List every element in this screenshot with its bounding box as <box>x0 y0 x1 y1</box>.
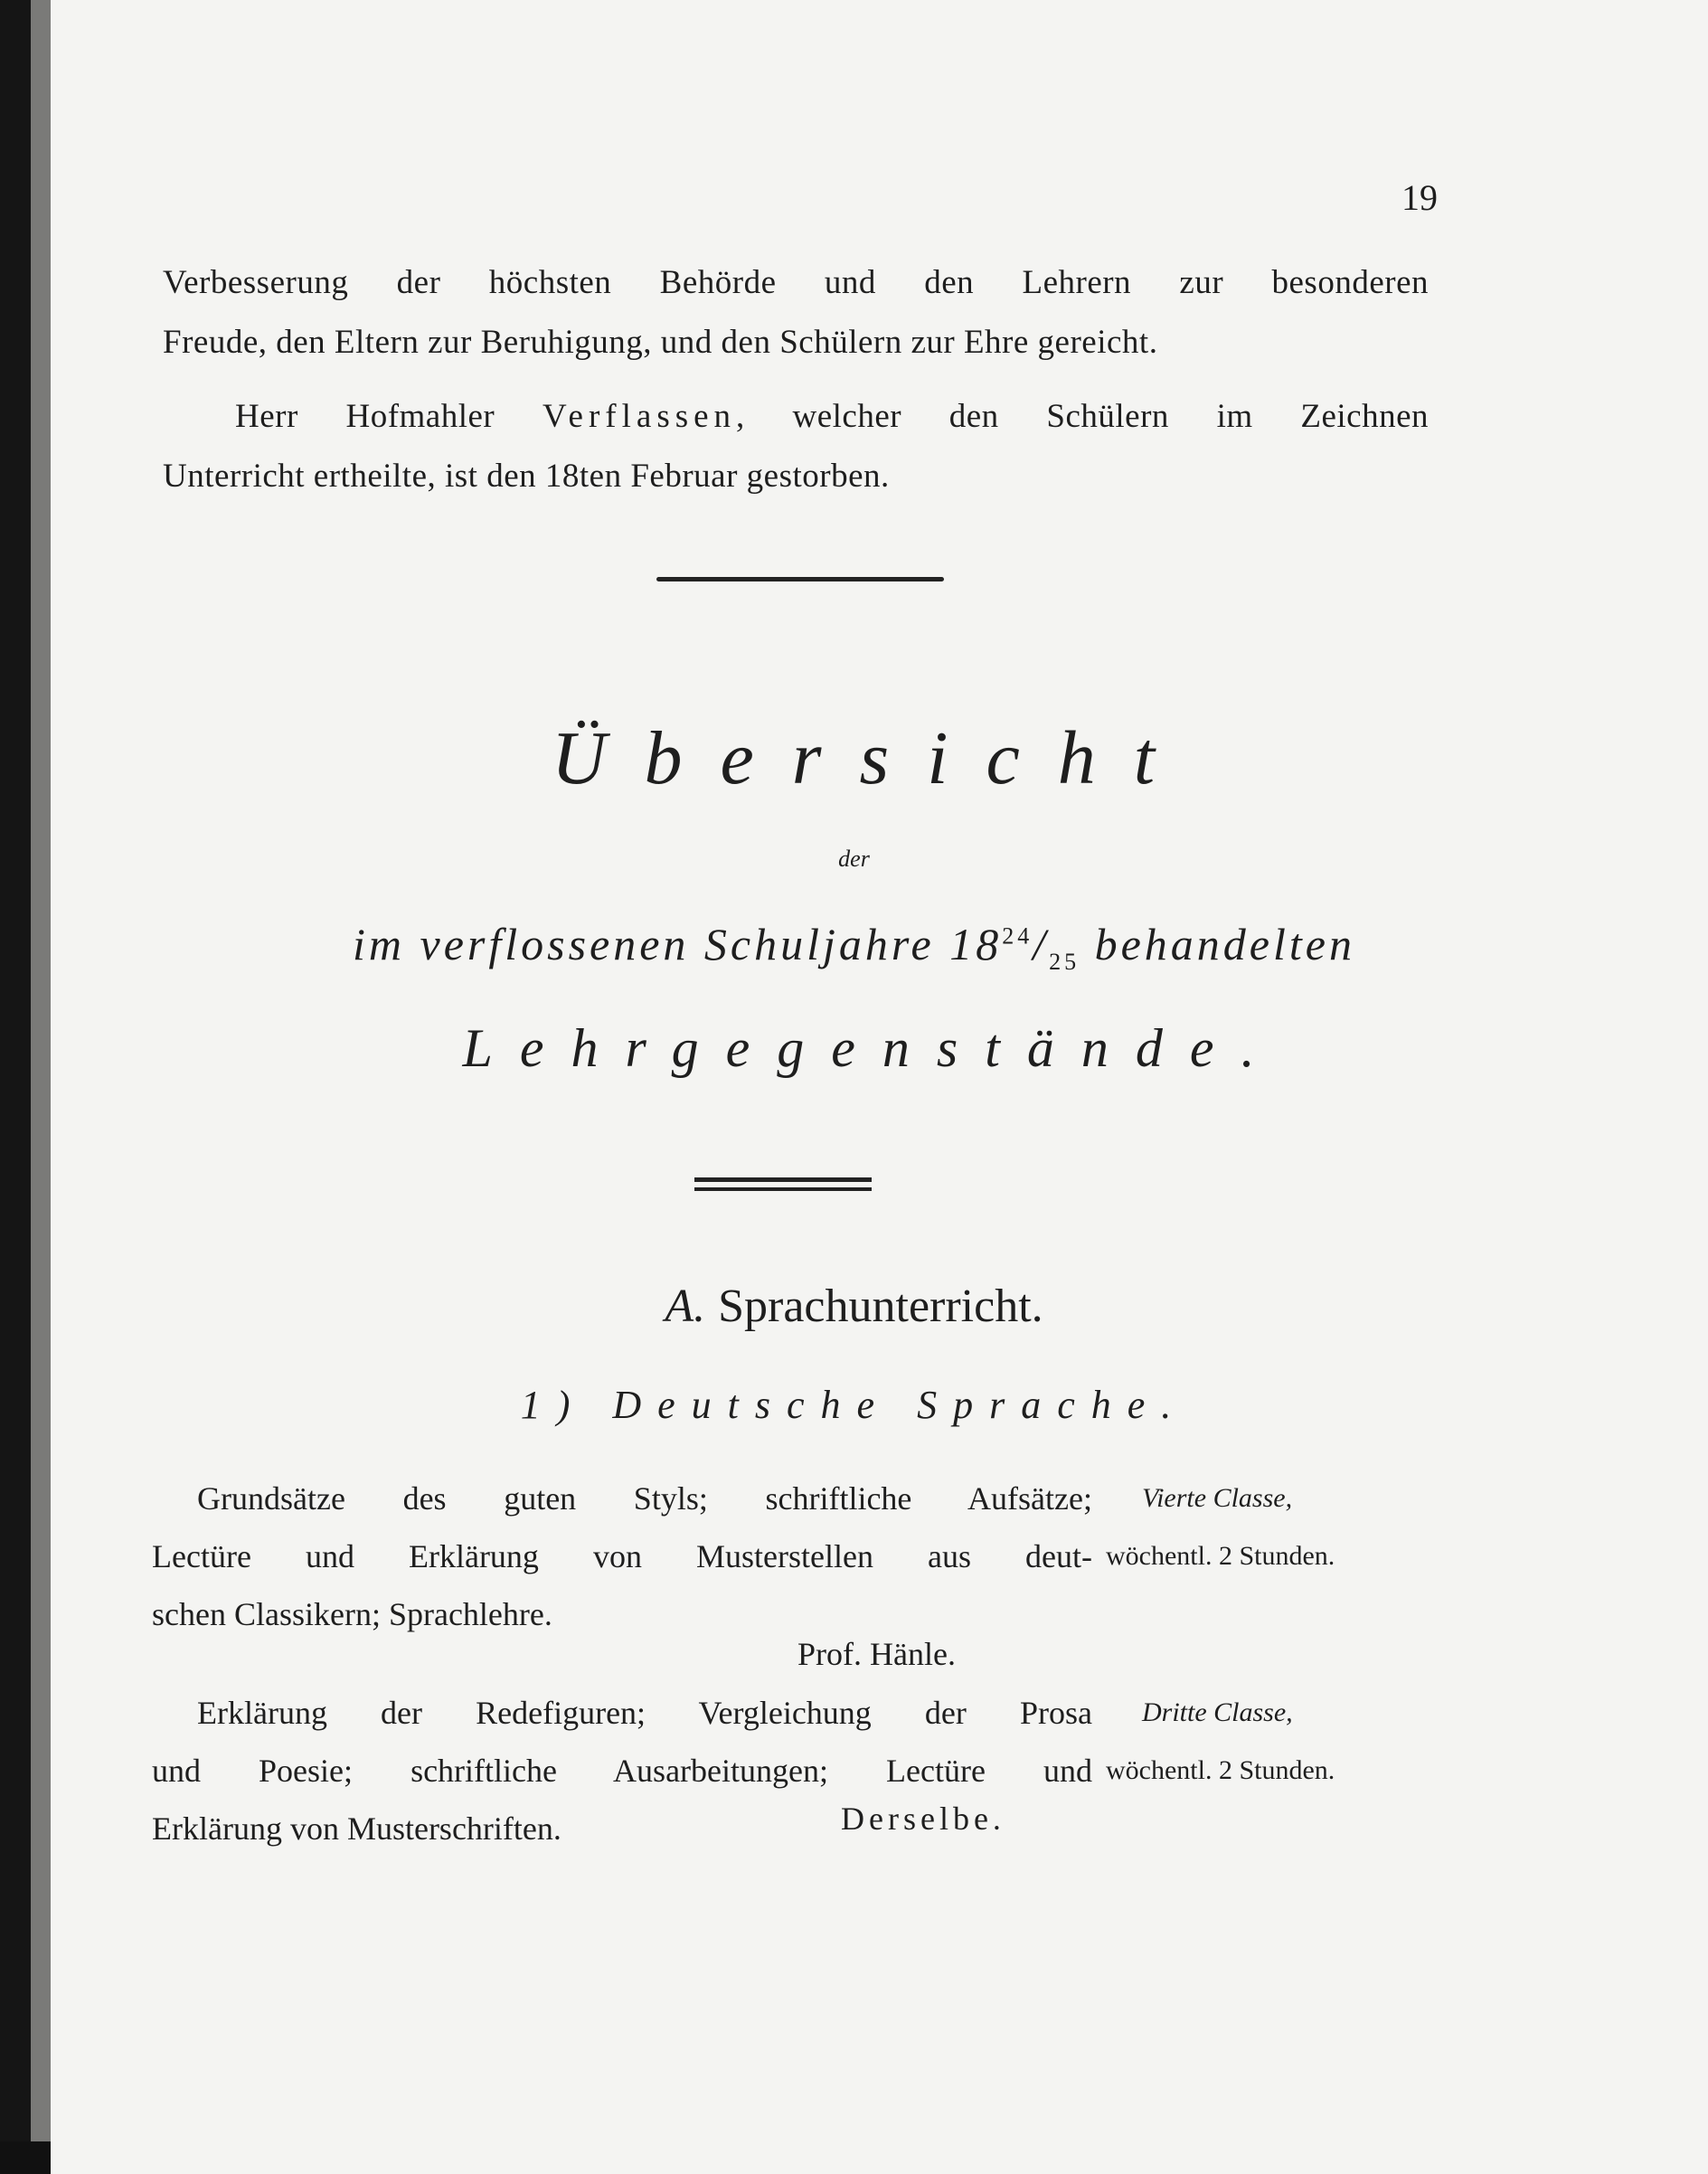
obituary-rest: , welcher den Schülern im Zeichnen <box>736 398 1429 435</box>
course-line: Grundsätze des guten Styls; schriftliche Aufsätze; <box>197 1480 1092 1517</box>
course-class: Dritte Classe, <box>1142 1697 1293 1727</box>
section-divider-rule <box>656 577 944 581</box>
double-rule-top <box>694 1177 872 1182</box>
course-hours: wöchentl. 2 Stunden. <box>1106 1541 1335 1571</box>
overview-title: Übersicht <box>551 716 1194 800</box>
course-line: Lectüre und Erklärung von Musterstellen aus deut- <box>152 1538 1092 1574</box>
obituary-line-1 <box>163 387 1429 447</box>
scan-page-gutter <box>31 0 51 2174</box>
course-line: Erklärung von Musterschriften. <box>152 1810 561 1847</box>
intro-line-1: Verbesserung der höchsten Behörde und den Lehrern zur besonderen <box>163 264 1429 301</box>
year-sub: 25 <box>1049 949 1080 975</box>
section-letter: A. <box>665 1281 706 1332</box>
year-sup: 24 <box>1002 922 1033 950</box>
overview-subjects: Lehrgegenstände. <box>462 1018 1282 1078</box>
page-number: 19 <box>1401 177 1438 218</box>
course-line: schen Classikern; Sprachlehre. <box>152 1596 552 1632</box>
overview-der: der <box>838 846 870 872</box>
subtitle-text: im verflossenen Schuljahre 18 <box>353 919 1003 969</box>
intro-line-2: Freude, den Eltern zur Beruhigung, und den Schülern zur Ehre gereicht. <box>163 324 1158 361</box>
overview-subtitle <box>0 918 1708 976</box>
course-teacher: Prof. Hänle. <box>797 1636 956 1672</box>
course-schedule <box>1106 1470 1440 1585</box>
intro-paragraph <box>163 253 1429 373</box>
course-schedule <box>1106 1684 1440 1800</box>
obituary-paragraph <box>163 387 1429 506</box>
course-line: Erklärung der Redefiguren; Vergleichung der Prosa <box>197 1695 1092 1731</box>
course-line: und Poesie; schriftliche Ausarbeitungen; Lectüre und <box>152 1753 1092 1789</box>
year-sep: / <box>1033 919 1050 969</box>
section-title: Sprachunterricht. <box>718 1281 1043 1332</box>
double-rule-bottom <box>694 1187 872 1191</box>
subsection-heading: 1) Deutsche Sprache. <box>520 1383 1188 1427</box>
course-teacher: Derselbe. <box>841 1801 1005 1837</box>
subtitle-after: behandelten <box>1080 919 1355 969</box>
course-description <box>152 1470 1092 1643</box>
section-heading <box>0 1280 1708 1333</box>
scan-binding-edge <box>0 0 31 2174</box>
obituary-line-2: Unterricht ertheilte, ist den 18ten Februar gestorben. <box>163 458 890 495</box>
obituary-prefix: Herr Hofmahler <box>235 398 543 435</box>
course-class: Vierte Classe, <box>1142 1483 1293 1513</box>
course-hours: wöchentl. 2 Stunden. <box>1106 1755 1335 1785</box>
painter-name: Verflassen <box>542 398 737 435</box>
